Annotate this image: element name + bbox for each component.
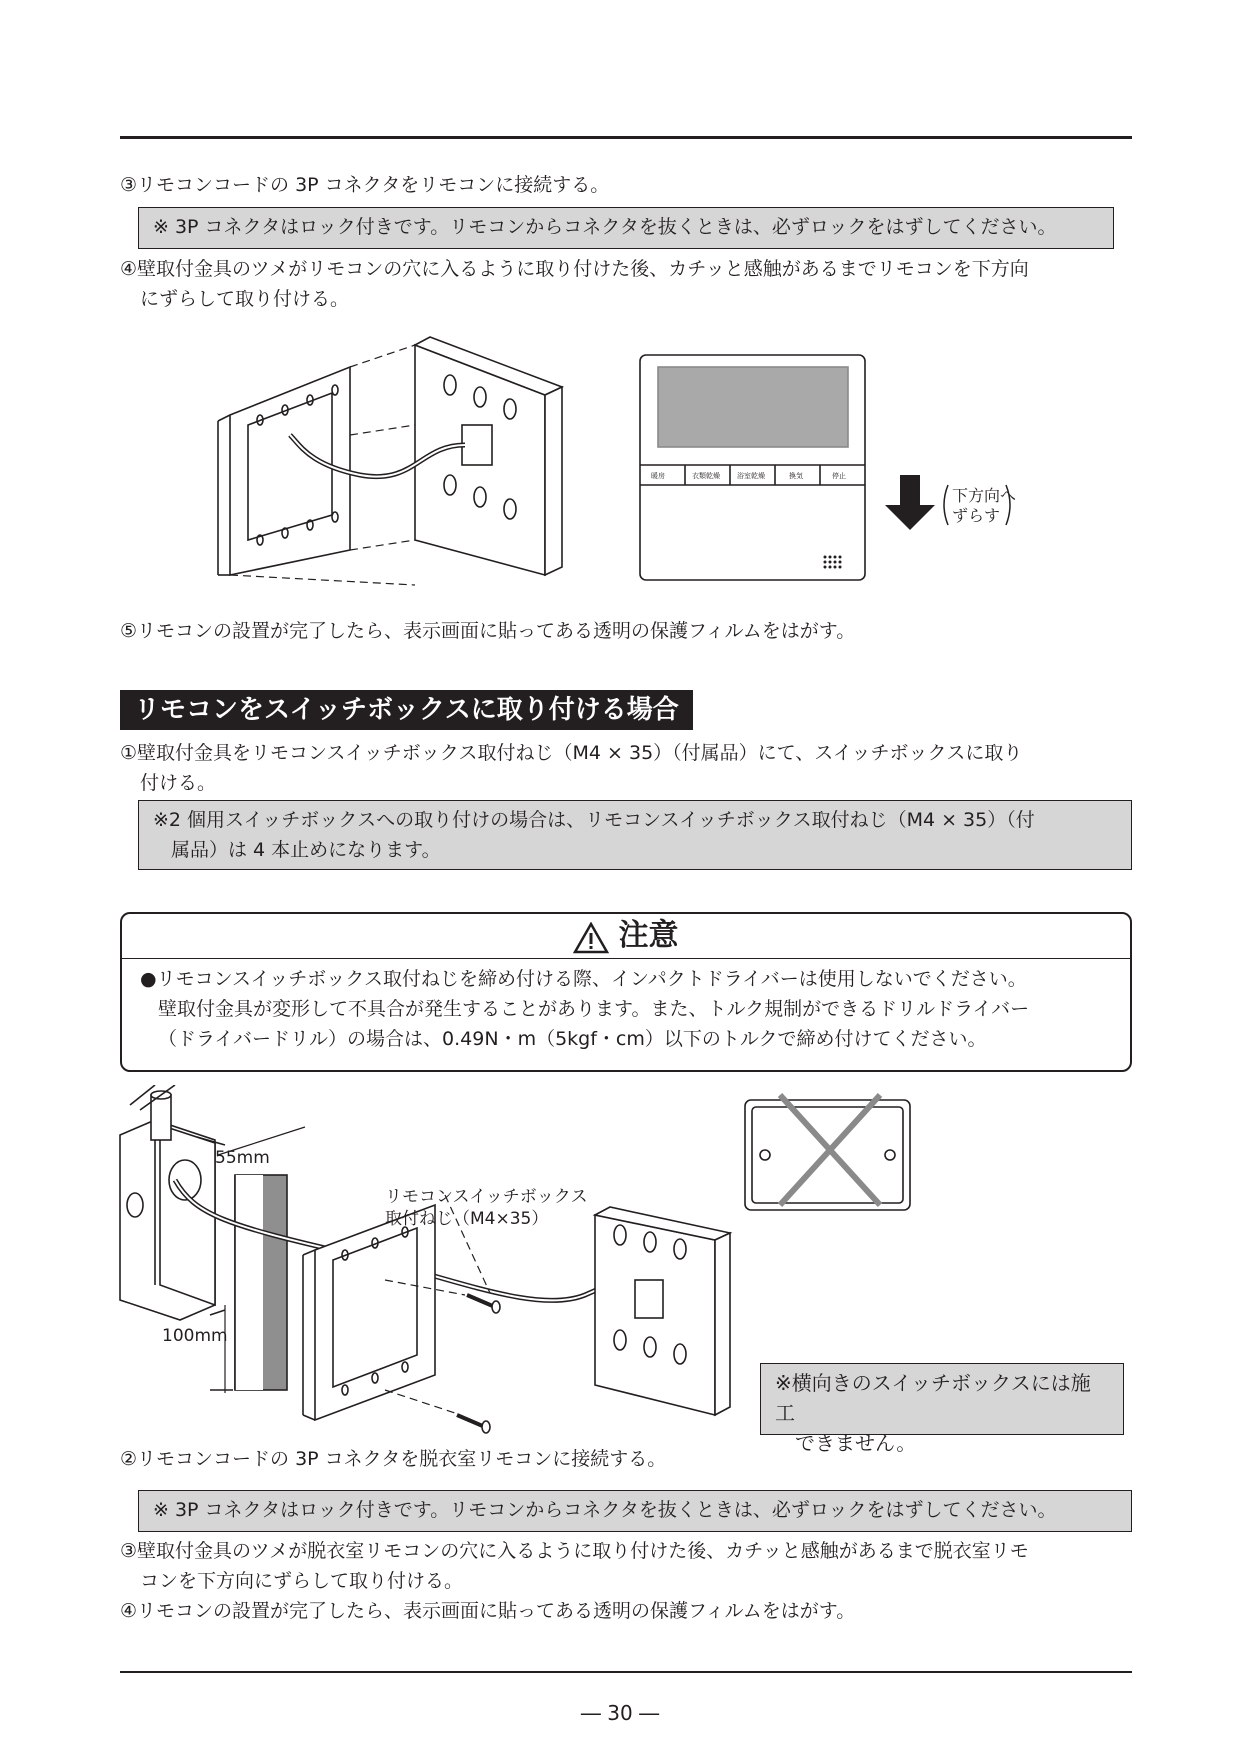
down-arrow-icon <box>885 475 935 530</box>
remote-button-1: 暖房 <box>651 472 665 480</box>
remote-button-5: 停止 <box>832 472 846 480</box>
figure-mounting-remote <box>200 325 1060 590</box>
lock-note-2-text: ※ 3P コネクタはロック付きです。リモコンからコネクタを抜くときは、必ずロックをはずしてください。 <box>153 1499 1057 1521</box>
caution-body <box>140 964 1029 1054</box>
lock-note-1 <box>138 207 1114 249</box>
screw-icon <box>467 1295 500 1313</box>
horizontal-box-note-line2: できません。 <box>795 1431 917 1455</box>
horizontal-box-note <box>760 1363 1124 1455</box>
caution-line3: （ドライバードリル）の場合は、0.49N・m（5kgf・cm）以下のトルクで締め付けてください。 <box>158 1028 987 1050</box>
warning-icon <box>573 922 609 954</box>
lock-note-2 <box>138 1490 1132 1532</box>
remote-button-4: 換気 <box>789 472 803 480</box>
screw-label-line1: リモコンスイッチボックス <box>385 1187 588 1207</box>
remote-button-2: 衣類乾燥 <box>692 472 720 480</box>
step-b3-line1: ③壁取付金具のツメが脱衣室リモコンの穴に入るように取り付けた後、カチッと感触があるまで脱衣室リモ <box>120 1540 1029 1562</box>
caution-line1: ●リモコンスイッチボックス取付ねじを締め付ける際、インパクトドライバーは使用しないでください。 <box>140 968 1027 990</box>
section-title: リモコンをスイッチボックスに取り付ける場合 <box>120 690 693 730</box>
caution-title: 注意 <box>618 918 679 953</box>
screw-icon <box>457 1415 490 1433</box>
lock-note-1-text: ※ 3P コネクタはロック付きです。リモコンからコネクタを抜くときは、必ずロックをはずしてください。 <box>153 216 1057 238</box>
two-gang-note-line1: ※2 個用スイッチボックスへの取り付けの場合は、リモコンスイッチボックス取付ねじ（M4 × 35）（付 <box>153 809 1035 831</box>
bottom-rule <box>120 1671 1132 1673</box>
step-a4-line1: ④壁取付金具のツメがリモコンの穴に入るように取り付けた後、カチッと感触があるまでリモコンを下方向 <box>120 258 1029 280</box>
remote-display <box>658 367 848 447</box>
caution-line2: 壁取付金具が変形して不具合が発生することがあります。また、トルク規制ができるドリルドライバー <box>158 998 1030 1020</box>
slide-label-line1: 下方向へ <box>952 486 1017 505</box>
step-b3-line2: コンを下方向にずらして取り付ける。 <box>140 1570 464 1592</box>
step-b2: ②リモコンコードの 3P コネクタを脱衣室リモコンに接続する。 <box>120 1448 667 1470</box>
slide-label-line2: ずらす <box>952 506 1001 525</box>
screw-label-line2: 取付ねじ（M4×35） <box>385 1209 549 1229</box>
dimension-height: 100mm <box>162 1326 228 1346</box>
step-a4-line2: にずらして取り付ける。 <box>140 288 350 310</box>
remote-button-3: 浴室乾燥 <box>737 472 765 480</box>
remote-front-view <box>640 355 865 580</box>
horizontal-box-note-line1: ※横向きのスイッチボックスには施工 <box>775 1371 1091 1425</box>
step-b4: ④リモコンの設置が完了したら、表示画面に貼ってある透明の保護フィルムをはがす。 <box>120 1600 856 1622</box>
dimension-width: 55mm <box>215 1148 270 1168</box>
two-gang-note-line2: 属品）は 4 本止めになります。 <box>171 839 441 861</box>
caution-header <box>122 914 1130 959</box>
step-b1-line1: ①壁取付金具をリモコンスイッチボックス取付ねじ（M4 × 35）（付属品）にて、スイッチボックスに取り <box>120 742 1023 764</box>
conduit-pipe <box>151 1095 171 1140</box>
step-a3: ③リモコンコードの 3P コネクタをリモコンに接続する。 <box>120 174 610 196</box>
caution-box <box>120 912 1132 1072</box>
two-gang-note <box>138 800 1132 870</box>
page-number: ― 30 ― <box>580 1701 660 1725</box>
step-a5: ⑤リモコンの設置が完了したら、表示画面に貼ってある透明の保護フィルムをはがす。 <box>120 620 856 642</box>
top-rule <box>120 136 1132 139</box>
step-b1-line2: 付ける。 <box>140 772 217 794</box>
